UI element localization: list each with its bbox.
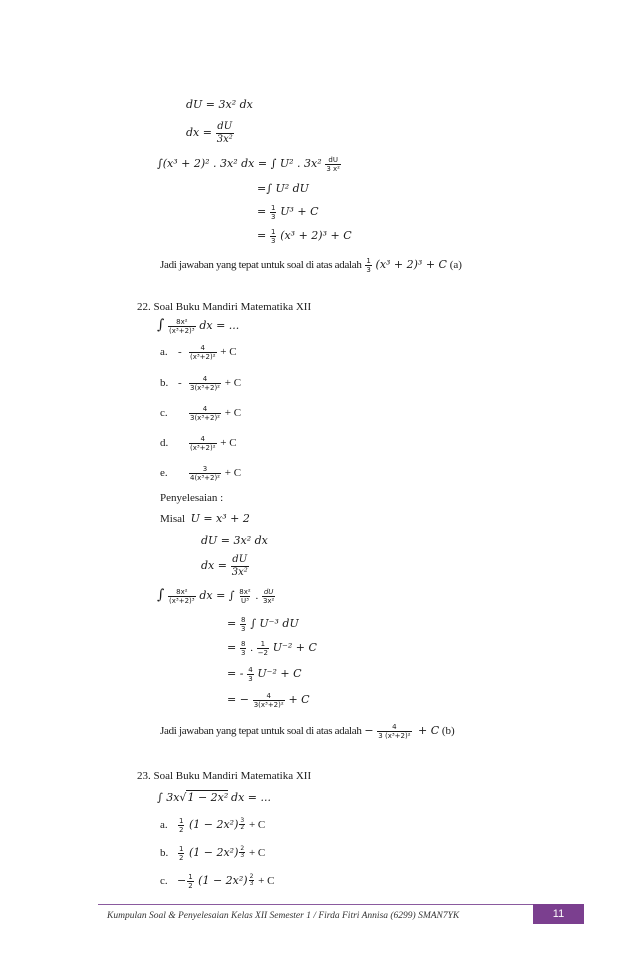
fraction: $\frac{2}{3}$: [249, 873, 254, 888]
option-constant: + C: [246, 819, 266, 832]
option-label: e.: [160, 467, 168, 480]
fraction: $\frac{8}{3}$: [240, 640, 246, 657]
misal-line: Misal U = x³ + 2: [160, 512, 250, 525]
fraction: $\frac{1}{2}$: [179, 817, 184, 834]
fraction: $\frac{\text{8x²}}{\text{(x³+2)³}}$: [169, 318, 195, 335]
fraction: $\frac{3}{2}$: [240, 817, 245, 832]
fraction: $\frac{\text{8x²}}{\text{(x³+2)³}}$: [169, 588, 195, 605]
du-equation: dU = 3x² dx: [186, 98, 253, 111]
fraction: $\frac{4}{\text{3(x³+2)²}}$: [190, 375, 220, 392]
option-item: [160, 873, 274, 890]
option-constant: + C: [217, 346, 237, 359]
option-constant: + C: [222, 467, 242, 480]
solution-title: Penyelesaian :: [160, 492, 224, 504]
option-sign: −: [177, 874, 187, 888]
question-22-title: 22. Soal Buku Mandiri Matematika XII: [137, 301, 312, 313]
option-item: [160, 817, 265, 834]
fraction: $\frac{4}{\text{(x³+2)²}}$: [190, 435, 216, 452]
fraction: $\frac{dU}{\text{3x²}}$: [262, 588, 275, 605]
fraction: $\frac{\text{8x²}}{\text{U³}}$: [239, 588, 251, 605]
option-item: [160, 344, 237, 361]
step-22-4: = − $\frac{4}{\text{3(x³+2)²}}$ + C: [227, 692, 310, 709]
option-base: (1 − 2x²): [194, 874, 248, 888]
fraction: $\frac{1}{-2}$: [257, 640, 269, 657]
step-22-2: = $\frac{8}{3}$ . $\frac{1}{-2}$ U⁻² + C: [227, 640, 317, 657]
integral-substitution: ∫(x³ + 2)² . 3x² dx = ∫ U² . 3x² $\frac{dU}{\text{3 x²}}$: [157, 156, 340, 173]
integral-substitution-2: ∫ $\frac{\text{8x²}}{\text{(x³+2)³}}$ dx = ∫ $\frac{\text{8x²}}{\text{U³}}$ . $\frac{dU}{\text{3x²}}$: [157, 587, 275, 605]
fraction: $\frac{1}{3}$: [270, 204, 276, 221]
fraction: $\frac{1}{3}$: [270, 228, 276, 245]
fraction: $\frac{4}{\text{3 (x³+2)²}}$: [378, 723, 411, 740]
fraction: $\frac{3}{\text{4(x³+2)²}}$: [190, 465, 220, 482]
fraction: $\frac{1}{2}$: [179, 845, 184, 862]
answer-line: Jadi jawaban yang tepat untuk soal di atas adalah $\frac{1}{3}$ (x³ + 2)³ + C (a): [160, 257, 462, 274]
option-label: a.: [160, 346, 168, 359]
step-22-1: = $\frac{8}{3}$ ∫ U⁻³ dU: [227, 616, 299, 633]
fraction: $\frac{dU}{\text{3x²}}$: [231, 554, 248, 578]
option-constant: + C: [246, 847, 266, 860]
step-1: =∫ U² dU: [257, 182, 309, 195]
question-23-title: 23. Soal Buku Mandiri Matematika XII: [137, 770, 312, 782]
option-constant: + C: [222, 407, 242, 420]
fraction: $\frac{dU}{\text{3 x²}}$: [326, 156, 340, 173]
option-base: (1 − 2x²): [185, 818, 239, 832]
option-constant: + C: [217, 437, 237, 450]
fraction: $\frac{8}{3}$: [240, 616, 246, 633]
option-sign: -: [178, 377, 182, 390]
page-number: 11: [533, 904, 584, 924]
fraction: $\frac{dU}{\text{3x²}}$: [216, 121, 233, 145]
fraction: $\frac{2}{3}$: [240, 845, 245, 860]
step-2: = $\frac{1}{3}$ U³ + C: [257, 204, 319, 221]
step-3: = $\frac{1}{3}$ (x³ + 2)³ + C: [257, 228, 352, 245]
fraction: $\frac{1}{2}$: [188, 873, 193, 890]
option-label: d.: [160, 437, 169, 450]
option-label: b.: [160, 847, 169, 860]
dx-equation-2: dx = $\frac{dU}{\text{3x²}}$: [201, 554, 248, 578]
option-label: a.: [160, 819, 168, 832]
option-label: c.: [160, 407, 168, 420]
option-item: [160, 375, 241, 392]
step-22-3: = - $\frac{4}{3}$ U⁻² + C: [227, 666, 302, 683]
fraction: $\frac{4}{\text{3(x³+2)²}}$: [253, 692, 284, 709]
option-item: [160, 465, 241, 482]
du-equation-2: dU = 3x² dx: [201, 534, 268, 547]
option-item: [160, 435, 237, 452]
option-label: c.: [160, 875, 168, 888]
question-22-statement: ∫ $\frac{\text{8x²}}{\text{(x³+2)³}}$ dx = ...: [157, 317, 240, 335]
option-constant: + C: [222, 377, 242, 390]
fraction: $\frac{4}{\text{(x³+2)²}}$: [190, 344, 216, 361]
option-base: (1 − 2x²): [185, 846, 239, 860]
dx-equation: dx = $\frac{dU}{\text{3x²}}$: [186, 121, 233, 145]
option-sign: -: [178, 346, 182, 359]
footer-text: Kumpulan Soal & Penyelesaian Kelas XII Semester 1 / Firda Fitri Annisa (6299) SMAN7YK: [107, 911, 460, 921]
fraction: $\frac{1}{3}$: [366, 257, 371, 274]
footer-divider: [98, 904, 533, 905]
option-item: [160, 845, 265, 862]
option-constant: + C: [255, 875, 275, 888]
fraction: $\frac{4}{\text{3(x³+2)²}}$: [190, 405, 220, 422]
answer-line-22: Jadi jawaban yang tepat untuk soal di atas adalah − $\frac{4}{\text{3 (x³+2)²}}$ + C (b): [160, 723, 455, 740]
question-23-statement: ∫ 3x√1 − 2x² dx = ...: [157, 791, 271, 804]
option-label: b.: [160, 377, 169, 390]
option-item: [160, 405, 241, 422]
fraction: $\frac{4}{3}$: [248, 666, 253, 683]
